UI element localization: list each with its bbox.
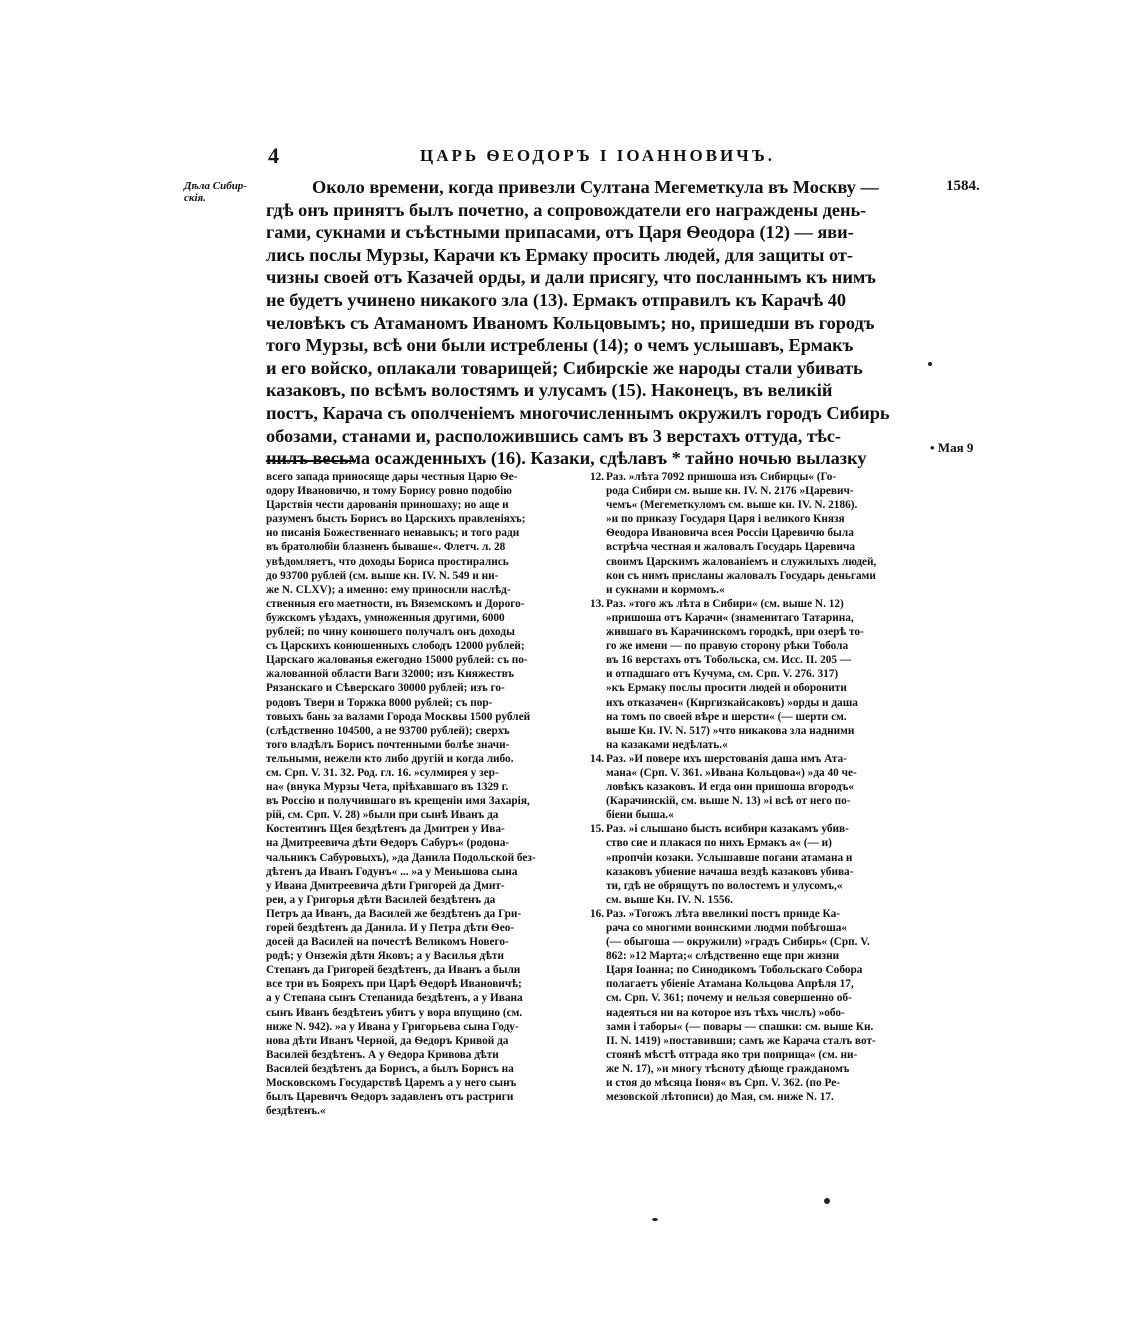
footnote-line: до 93700 рублей (см. выше кн. IV. N. 549 и ни- (266, 569, 499, 582)
footnote-line: выше Кн. IV. N. 517) »что никакова зла надними (606, 724, 855, 737)
main-text (266, 176, 916, 470)
footnote-line: но писанія Божественнаго неиавыкъ; и того ради (266, 527, 520, 540)
footnote-line: го же имени — по правую сторону рѣки Тобола (606, 640, 849, 653)
footnote-line: »пропчіи козаки. Услышавше погани атамана и (606, 851, 853, 864)
footnote-line: стоянѣ мѣстѣ отграда яко три поприща« (см. ни- (606, 1048, 858, 1061)
footnote-line: мана« (Срп. V. 361. »Ивана Кольцова«) »да 40 че- (606, 766, 857, 779)
page-number: 4 (268, 143, 279, 168)
footnote-line: бужскомъ уѣздахъ, умноженныя другими, 6000 (266, 611, 505, 624)
footnote-line (590, 470, 910, 484)
footnote-line: Петръ да Иванъ, да Василей же бездѣтенъ да Гри- (266, 907, 522, 920)
footnote-line: и сукнами и кормомъ.« (606, 583, 725, 596)
footnote-number: 12. (590, 471, 605, 483)
footnote-text: Раз. »і слышано бысть всибири казакамъ убив- (606, 823, 849, 836)
footnote-line: всего запада приносяще дары честныя Царю Ѳе- (266, 471, 518, 483)
footnote-line: сынъ Иванъ бездѣтенъ убитъ у вора впущино (см. (266, 1006, 523, 1019)
footnote-line: »пришоша отъ Карачи« (знаменитаго Татарина, (606, 611, 854, 624)
footnote-number: 16. (590, 907, 605, 920)
footnote-line: рода Сибири см. выше кн. IV. N. 2176 »Царевич- (606, 485, 854, 498)
footnote-line: ти, гдѣ не обрящутъ по волостемъ и улусомъ,« (606, 879, 843, 892)
footnote-line: въ братолюбіи блазненъ бываше«. Флетч. л. 28 (266, 541, 506, 554)
footnote-line: чальникъ Сабуровыхъ), »да Данила Подольской без- (266, 851, 536, 864)
text-line: человѣкъ съ Атаманомъ Иваномъ Кольцовымъ; но, пришедши въ городъ (266, 312, 875, 333)
footnote-line (590, 907, 910, 921)
footnote-text: Раз. »лѣта 7092 пришоша изъ Сибирцы« (Го- (606, 471, 837, 483)
footnote-line: 862: »12 Марта;« слѣдственно еще при жизни (606, 950, 840, 963)
footnote-line: чемъ« (Мегеметкуломъ см. выше кн. IV. N. 2186). (606, 499, 858, 512)
footnote-line: ихъ отказачен« (Киргизкайсаковъ) »орды и даша (606, 696, 858, 709)
text-line: казаковъ, по всѣмъ волостямъ и улусамъ (15). Наконецъ, въ великій (266, 380, 833, 401)
footnote-line: Степанъ да Григорей бездѣтенъ, да Иванъ а были (266, 964, 521, 977)
footnote-line: на Дмитреевича дѣти Ѳедоръ Сабуръ« (родона- (266, 837, 510, 850)
footnote-line: кои съ нимъ присланы жаловалъ Государь деньгами (606, 569, 876, 582)
footnote-line: ственныя его маетности, въ Вяземскомъ и Дорого- (266, 597, 525, 610)
footnote-line: (Карачинскій, см. выше N. 13) »і всѣ от него по- (606, 795, 851, 808)
footnote-text: Раз. »того жъ лѣта в Сибири« (см. выше N. 12) (606, 597, 844, 610)
footnote-line (590, 752, 910, 766)
footnote-line: родѣ; у Онзежія дѣти Яковъ; а у Василья дѣти (266, 950, 504, 963)
footnote-line: былъ Царевичъ Ѳедоръ задавленъ отъ растриги (266, 1091, 514, 1104)
footnote-line: казаковъ убиение начаша вездѣ казаковъ убива- (606, 865, 854, 878)
footnote-line: реи, а у Григорья дѣти Василей бездѣтенъ да (266, 893, 496, 906)
footnote-line: въ 16 верстахъ отъ Тобольска, см. Исс. II. 205 — (606, 654, 852, 667)
footnote-line: ниже N. 942). »а у Ивана у Григорьева сына Году- (266, 1020, 519, 1033)
footnote-line: у Ивана Дмитреевича дѣти Григорей да Дмит- (266, 879, 505, 892)
footnote-number: 14. (590, 752, 605, 765)
footnote-line: все три въ Боярехъ при Царѣ Ѳедорѣ Ивановичѣ; (266, 978, 522, 991)
text-line: чизны своей отъ Казачей орды, и дали присягу, что посланнымъ къ нимъ (266, 267, 876, 288)
footnote-line: того владѣлъ Борисъ почтенными болѣе значи- (266, 738, 510, 751)
running-title: ЦАРЬ ѲЕОДОРЪ I ІОАННОВИЧЪ. (420, 146, 775, 165)
footnote-line: Костентинъ Щея бездѣтенъ да Дмитреи у Ива- (266, 823, 505, 836)
footnote-line: надеяться ни на которое изъ тѣхъ числъ) »обо- (606, 1006, 845, 1019)
footnote-line: (— обыгоша — окружили) »градъ Сибирь« (Срп. V. (606, 936, 870, 949)
footnote-line: и отпадшаго отъ Кучума, см. Срп. V. 276. 317) (606, 668, 839, 681)
footnote-line: товыхъ бань за валами Города Москвы 1500 рублей (266, 710, 531, 723)
footnote-number: 13. (590, 597, 605, 610)
footnote-line: нова дѣти Иванъ Черной, да Ѳедоръ Кривой да (266, 1034, 509, 1047)
footnote-number: 15. (590, 823, 605, 836)
text-line: лись послы Мурзы, Карачи къ Ермаку просить людей, для защиты от- (266, 244, 853, 265)
footnote-line: же N. CLXV); а именно: ему приносили наслѣд- (266, 583, 511, 596)
footnote-line: Рязанскаго и Сѣверскаго 30000 рублей; изъ го- (266, 682, 505, 695)
footnote-line: тельными, нежели кто либо другій и когда либо. (266, 752, 514, 765)
footnote-line: на« (внука Мурзы Чета, пріѣхавшаго въ 1329 г. (266, 781, 509, 794)
footnote-line: (слѣдственно 104500, а не 93700 рублей); сверхъ (266, 724, 510, 737)
footnote-line: полагаетъ убіеніе Атамана Кольцова Апрѣля 17, (606, 978, 854, 991)
text-line: не будетъ учинено никакого зла (13). Ермакъ отправилъ къ Карачѣ 40 (266, 289, 847, 310)
footnote-line: на казаками недѣлать.« (606, 738, 728, 751)
footnote-line: бездѣтенъ.« (266, 1105, 326, 1118)
footnote-line: же N. 17), »и многу тѣсноту дѣюще гражданомъ (606, 1062, 850, 1075)
footnote-line: горей бездѣтенъ да Данила. И у Петра дѣти Ѳео- (266, 922, 515, 934)
footnote-text: Раз. »Тогожъ лѣта ввеликиі постъ прииде Ка- (606, 907, 840, 920)
footnote-line: и стоя до мѣсяца Іюня« въ Срп. V. 362. (по Ре- (606, 1077, 841, 1090)
footnotes-right-column (590, 470, 910, 1104)
footnote-line (590, 822, 910, 836)
footnote-line: жалованной области Ваги 32000; изъ Княжествъ (266, 668, 515, 681)
footnote-line: мезовской лѣтописи) до Мая, см. ниже N. 17. (606, 1091, 834, 1104)
text-line: постъ, Карача съ ополченіемъ многочисленнымъ окружилъ городъ Сибирь (266, 402, 890, 423)
footnote-line: см. Срп. V. 31. 32. Род. гл. 16. »сулмирея у зер- (266, 766, 499, 779)
footnote-line: одору Ивановичю, и тому Борису ровно подобію (266, 485, 512, 498)
margin-date-note: • Мая 9 (930, 440, 974, 455)
footnote-line: досей да Василей на почестѣ Великомъ Новего- (266, 936, 509, 949)
text-line: и его войско, оплакали товарищей; Сибирскіе же народы стали убивать (266, 357, 863, 378)
footnote-line: въ Россію и получившаго въ крещеніи имя Захарія, (266, 795, 530, 808)
footnote-line: родовъ Твери и Торжка 8000 рублей; съ пор- (266, 696, 493, 709)
text-line: обозами, станами и, расположившись самъ въ 3 верстахъ оттуда, тѣс- (266, 425, 842, 446)
footnote-line: рача со многими воинскими людми побѣгоша« (606, 922, 848, 934)
margin-year: 1584. (946, 178, 980, 194)
print-speck (652, 1218, 658, 1221)
footnote-line: ловѣкъ казаковъ. И егда они пришоша вгородъ« (606, 781, 854, 794)
margin-note-line: скія. (184, 192, 206, 204)
margin-note-line: Дѣла Сибир- (184, 180, 247, 192)
footnote-line: Ѳеодора Ивановича всея Россіи Царевичю была (606, 527, 854, 540)
margin-note-left (184, 180, 264, 204)
footnote-rule (266, 460, 356, 462)
footnote-line: біени быша.« (606, 809, 674, 822)
footnote-line: Царскаго жалованья ежегодно 15000 рублей: съ по- (266, 654, 528, 667)
footnote-line: а у Степана сынъ Степанида бездѣтенъ, а у Ивана (266, 992, 523, 1005)
footnote-line: встрѣча честная и жаловалъ Государь Царевича (606, 541, 856, 554)
text-line: того Мурзы, всѣ они были истреблены (14); о чемъ услышавъ, Ермакъ (266, 335, 854, 356)
print-speck (824, 1198, 830, 1204)
text-line: Около времени, когда привезли Султана Мегеметкула въ Москву — (312, 177, 879, 197)
footnote-line: см. выше Кн. IV. N. 1556. (606, 893, 733, 906)
footnote-line: рій, см. Срп. V. 28) »были при сынѣ Иванъ да (266, 809, 499, 822)
footnote-line: разуменъ бысть Борисъ во Царскихъ правленіяхъ; (266, 513, 526, 526)
footnotes-left-column (266, 470, 584, 1118)
footnote-line: увѣдомляетъ, что доходы Бориса простирались (266, 555, 509, 568)
footnote-line: своимъ Царскимъ жалованіемъ и служилыхъ людей, (606, 555, 877, 568)
footnote-line: Московскомъ Государствѣ Царемъ а у него сынъ (266, 1077, 517, 1090)
footnote-line: II. N. 1419) »поставивши; самъ же Карача сталъ вот- (606, 1034, 876, 1047)
footnote-line: Царя Іоанна; по Синодикомъ Тобольскаго Собора (606, 964, 863, 977)
footnote-line (590, 597, 910, 611)
footnote-line: см. Срп. V. 361; почему и нельзя совершенно об- (606, 992, 852, 1005)
footnote-line: рублей; по чину конюшего получалъ онъ доходы (266, 626, 515, 639)
footnote-text: Раз. »И повере ихъ шерстованія даша имъ Ата- (606, 752, 847, 765)
footnote-line: зами і таборы« (— повары — спашки: см. выше Кн. (606, 1020, 874, 1033)
footnote-line: Василей бездѣтенъ. А у Ѳедора Кривова дѣти (266, 1048, 499, 1061)
footnote-line: Василей бездѣтенъ да Борисъ, а былъ Борисъ на (266, 1062, 514, 1075)
print-speck (928, 362, 932, 366)
text-line: нилъ весьма осажденныхъ (16). Казаки, сдѣлавъ * тайно ночью вылазку (266, 448, 867, 469)
footnote-line: ство сие и плакася по нихъ Ермакъ а« (— и) (606, 837, 832, 850)
footnote-line: жившаго въ Карачинскомъ городкѣ, при озерѣ то- (606, 626, 864, 639)
text-line: гдѣ онъ принятъ былъ почетно, а сопровождатели его награждены день- (266, 199, 867, 220)
footnote-line: дѣтенъ да Иванъ Годунъ« ... »а у Меньшова сына (266, 865, 518, 878)
footnote-line: на томъ по своей вѣре и шерсти« (— шерти см. (606, 710, 847, 723)
footnote-line: съ Царскихъ конюшенныхъ слободъ 12000 рублей; (266, 640, 525, 653)
text-line: гами, сукнами и съѣстными припасами, отъ Царя Ѳеодора (12) — яви- (266, 222, 854, 243)
footnote-line: »къ Ермаку послы просити людей и оборонити (606, 682, 847, 695)
footnote-line: »и по приказу Государя Царя і великого Князя (606, 513, 845, 526)
footnote-line: Царствія чести дарованія приношаху; но аще и (266, 499, 509, 512)
